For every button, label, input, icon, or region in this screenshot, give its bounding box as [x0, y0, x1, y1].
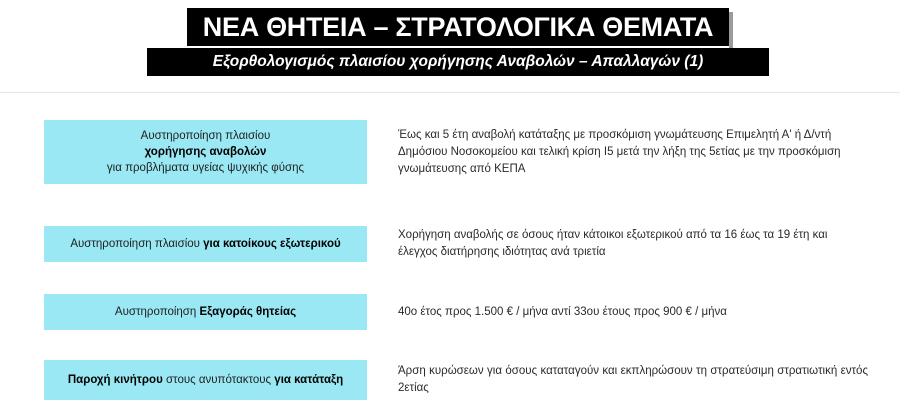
row-label-bold: Παροχή κινήτρου [67, 374, 163, 386]
row-label-line: Αυστηροποίηση πλαισίου [140, 130, 271, 142]
row-label-line: για προβλήματα υγείας ψυχικής φύσης [106, 162, 305, 174]
row-label-box [44, 360, 367, 400]
page-subtitle-text: Εξορθολογισμός πλαισίου χορήγησης Αναβολών – Απαλλαγών (1) [212, 53, 704, 70]
row-label-pre: Αυστηροποίηση [114, 306, 200, 318]
row-mental-health-deferral [44, 120, 880, 184]
page-title [187, 8, 729, 46]
row-label-text [115, 304, 296, 320]
row-label-mid: στους ανυπότακτους [162, 374, 275, 386]
row-service-buyout [44, 294, 880, 330]
row-label-pre: Αυστηροποίηση πλαισίου [70, 238, 204, 250]
row-label-bold: για κατοίκους εξωτερικού [203, 238, 341, 250]
row-label-box [44, 294, 367, 330]
page-subtitle [147, 48, 769, 76]
row-abroad-residents [44, 226, 880, 262]
row-description: Χορήγηση αναβολής σε όσους ήταν κάτοικοι εξωτερικού από τα 16 έως τα 19 έτη και έλεγχος διατήρησης ιδιότητας ανά τριετία [398, 229, 828, 258]
row-description: Έως και 5 έτη αναβολή κατάταξης με προσκόμιση γνωμάτευσης Επιμελητή Α' ή Δ/ντή Δημόσιου Νοσοκομείου και τελική κρίση Ι5 μετά την λήξη της 5ετίας με την προσκόμιση γνωμάτευσης από ΚΕΠΑ [398, 128, 841, 175]
page-title-text: ΝΕΑ ΘΗΤΕΙΑ – ΣΤΡΑΤΟΛΟΓΙΚΑ ΘΕΜΑΤΑ [202, 11, 714, 42]
row-description: 40ο έτος προς 1.500 € / μήνα αντί 33ου έτους προς 900 € / μήνα [398, 305, 727, 318]
row-label-text [70, 236, 340, 252]
row-label-bold: για κατάταξη [274, 374, 344, 386]
row-label-bold: Εξαγοράς θητείας [199, 306, 297, 318]
row-draft-evaders-incentive [44, 360, 880, 400]
row-label-bold: χορήγησης αναβολών [144, 146, 267, 158]
row-label-text [68, 372, 343, 388]
header-divider [0, 92, 900, 93]
row-label-box [44, 226, 367, 262]
row-label-box [44, 120, 367, 184]
row-description: Άρση κυρώσεων για όσους καταταγούν και εκπληρώσουν τη στρατεύσιμη στρατιωτική εντός 2ετίας [398, 365, 868, 394]
